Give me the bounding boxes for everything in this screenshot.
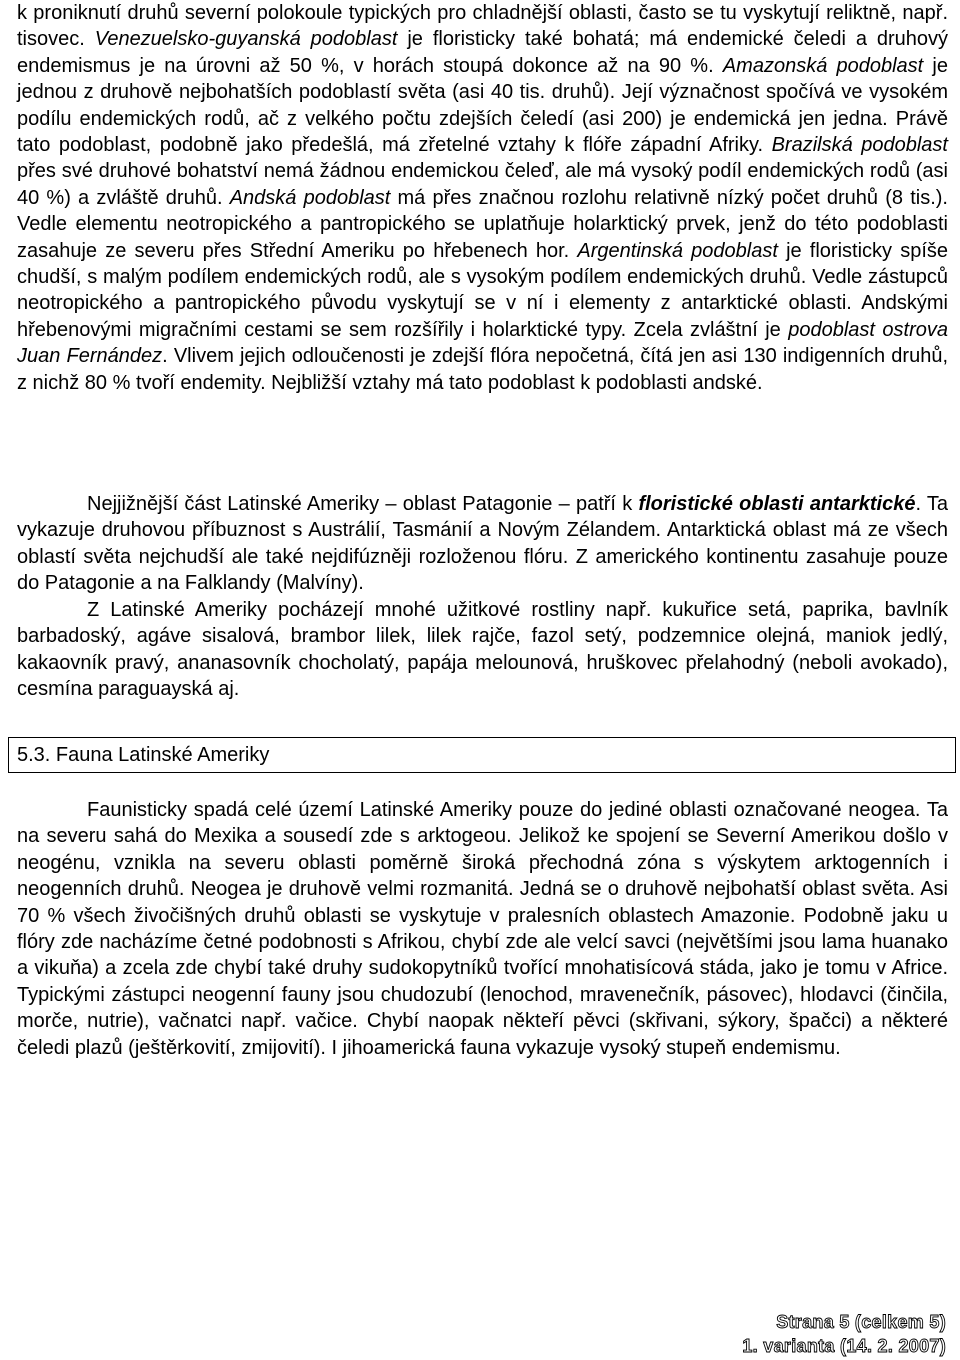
paragraph-useful-plants: Z Latinské Ameriky pocházejí mnohé užitkové rostliny např. kukuřice setá, paprika, bavlník barbadoský, agáve sisalová, brambor lilek, lilek rajče, fazol setý, podzemnice olejná, maniok jedlý, kakaovník pravý, ananasovník chocholatý, papája melounová, hruškovec přelahodný (neboli avokado), cesmína paraguayská aj. [17,599,948,701]
italic-term: Brazilská podoblast [771,134,948,157]
text-run: Nejjižnější část Latinské Ameriky – oblast Patagonie – patří k [87,493,639,515]
text-run: je floristicky spíše chudší, s malým podílem endemických rodů, ale s vysokým podílem endemických druhů. Vedle zástupců neotropického a pantropického původu vyskytují se v ní i elementy z antarktické oblasti. Andskými hřebenovými migračními cestami se sem rozšířily i holarktické typy. Zcela zvláštní je [17,239,948,341]
italic-term: Andská podoblast [229,186,391,209]
text-run: k proniknutí druhů severní polokoule typických pro chladnější oblasti, často se tu vyskytují reliktně, např. tisovec. [17,2,948,51]
footer-version: 1. varianta (14. 2. 2007) [742,1336,946,1356]
text-run: . Ta vykazuje druhovou příbuznost s Austrálií, Tasmánií a Novým Zélandem. Antarktická oblast má ze všech oblastí světa nejchudší ale také nejdifúzněji rozloženou flóru. Z amerického kontinentu zasahuje pouze do Patagonie a na Falklandy (Malvíny). [17,493,948,595]
text-run: přes své druhové bohatství nemá žádnou endemickou čeleď, ale má vysoký podíl endemických rodů (asi 40 %) a zvláště druhů. [17,160,948,209]
text-run: . Vlivem jejich odloučenosti je zdejší flóra nepočetná, čítá jen asi 130 indigenních druhů, z nichž 80 % tvoří endemity. Nejbližší vztahy má tato podoblast k podoblasti andské. [17,345,948,394]
italic-term: Amazonská podoblast [722,54,924,77]
paragraph-fauna: Faunisticky spadá celé území Latinské Ameriky pouze do jediné oblasti označované neogea. Ta na severu sahá do Mexika a sousedí zde s arktogeou. Jelikož ke spojení se Severní Amerikou došlo v neogénu, vznikla na severu oblasti poměrně široká přechodná zóna s výskytem arktogenních i neogenních druhů. Neogea je druhově velmi rozmanitá. Jedná se o druhově nejbohatší oblast světa. Asi 70 % všech živočišných druhů oblasti se vyskytuje v pralesních oblastech Amazonie. Podobně jaku u flóry zde nacházíme četné podobnosti s Afrikou, chybí zde ale velcí savci (největšími jsou lama huanako a vikuňa) a zcela zde chybí také druhy sudokopytníků tvořící mnohatisícová stáda, jako je tomu v Africe. Typickými zástupci neogenní fauny jsou chudozubí (lenochod, mravenečník, pásovec), hlodavci (činčila, morče, nutrie), vačnatci např. vačice. Chybí naopak někteří pěvci (skřivani, sýkory, špačci) a některé čeledi plazů (ještěrkovití, zmijovití). I jihoamerická fauna vykazuje vysoký stupeň endemismu. [17,799,948,1059]
section-heading: 5.3. Fauna Latinské Ameriky [8,737,956,773]
italic-term: podoblast ostrova Juan Fernández [17,318,948,368]
text-run: má přes značnou rozlohu relativně nízký počet druhů (8 tis.). Vedle elementu neotropického a pantropického se uplatňuje holarktický prvek, jenž do této podoblasti zasahuje ze severu přes Střední Ameriku po hřebenech hor. [17,186,948,262]
text-run: je jednou z druhově nejbohatších podoblastí světa (asi 40 tis. druhů). Její význačnost spočívá ve vysokém podílu endemických rodů, ač z velkého počtu zdejších čeledí (asi 200) je endemická jen jedna. Právě tato podoblast, podobně jako předešlá, má zřetelné vztahy k flóře západní Afriky. [17,54,948,157]
bold-italic-text: floristické oblasti antarktické [638,493,916,515]
italic-term: Argentinská podoblast [577,239,778,262]
footer-page-number: Strana 5 (celkem 5) [776,1312,946,1332]
bold-italic-term [638,493,915,515]
paragraph-flora-subregions [17,0,948,396]
italic-term: Venezuelsko-guyanská podoblast [94,28,398,51]
paragraph-antarctic-region [17,491,948,597]
text-run: je floristicky také bohatá; má endemické čeledi a druhový endemismus je na úrovni až 50 %, v horách stoupá dokonce až na 90 %. [17,28,949,77]
